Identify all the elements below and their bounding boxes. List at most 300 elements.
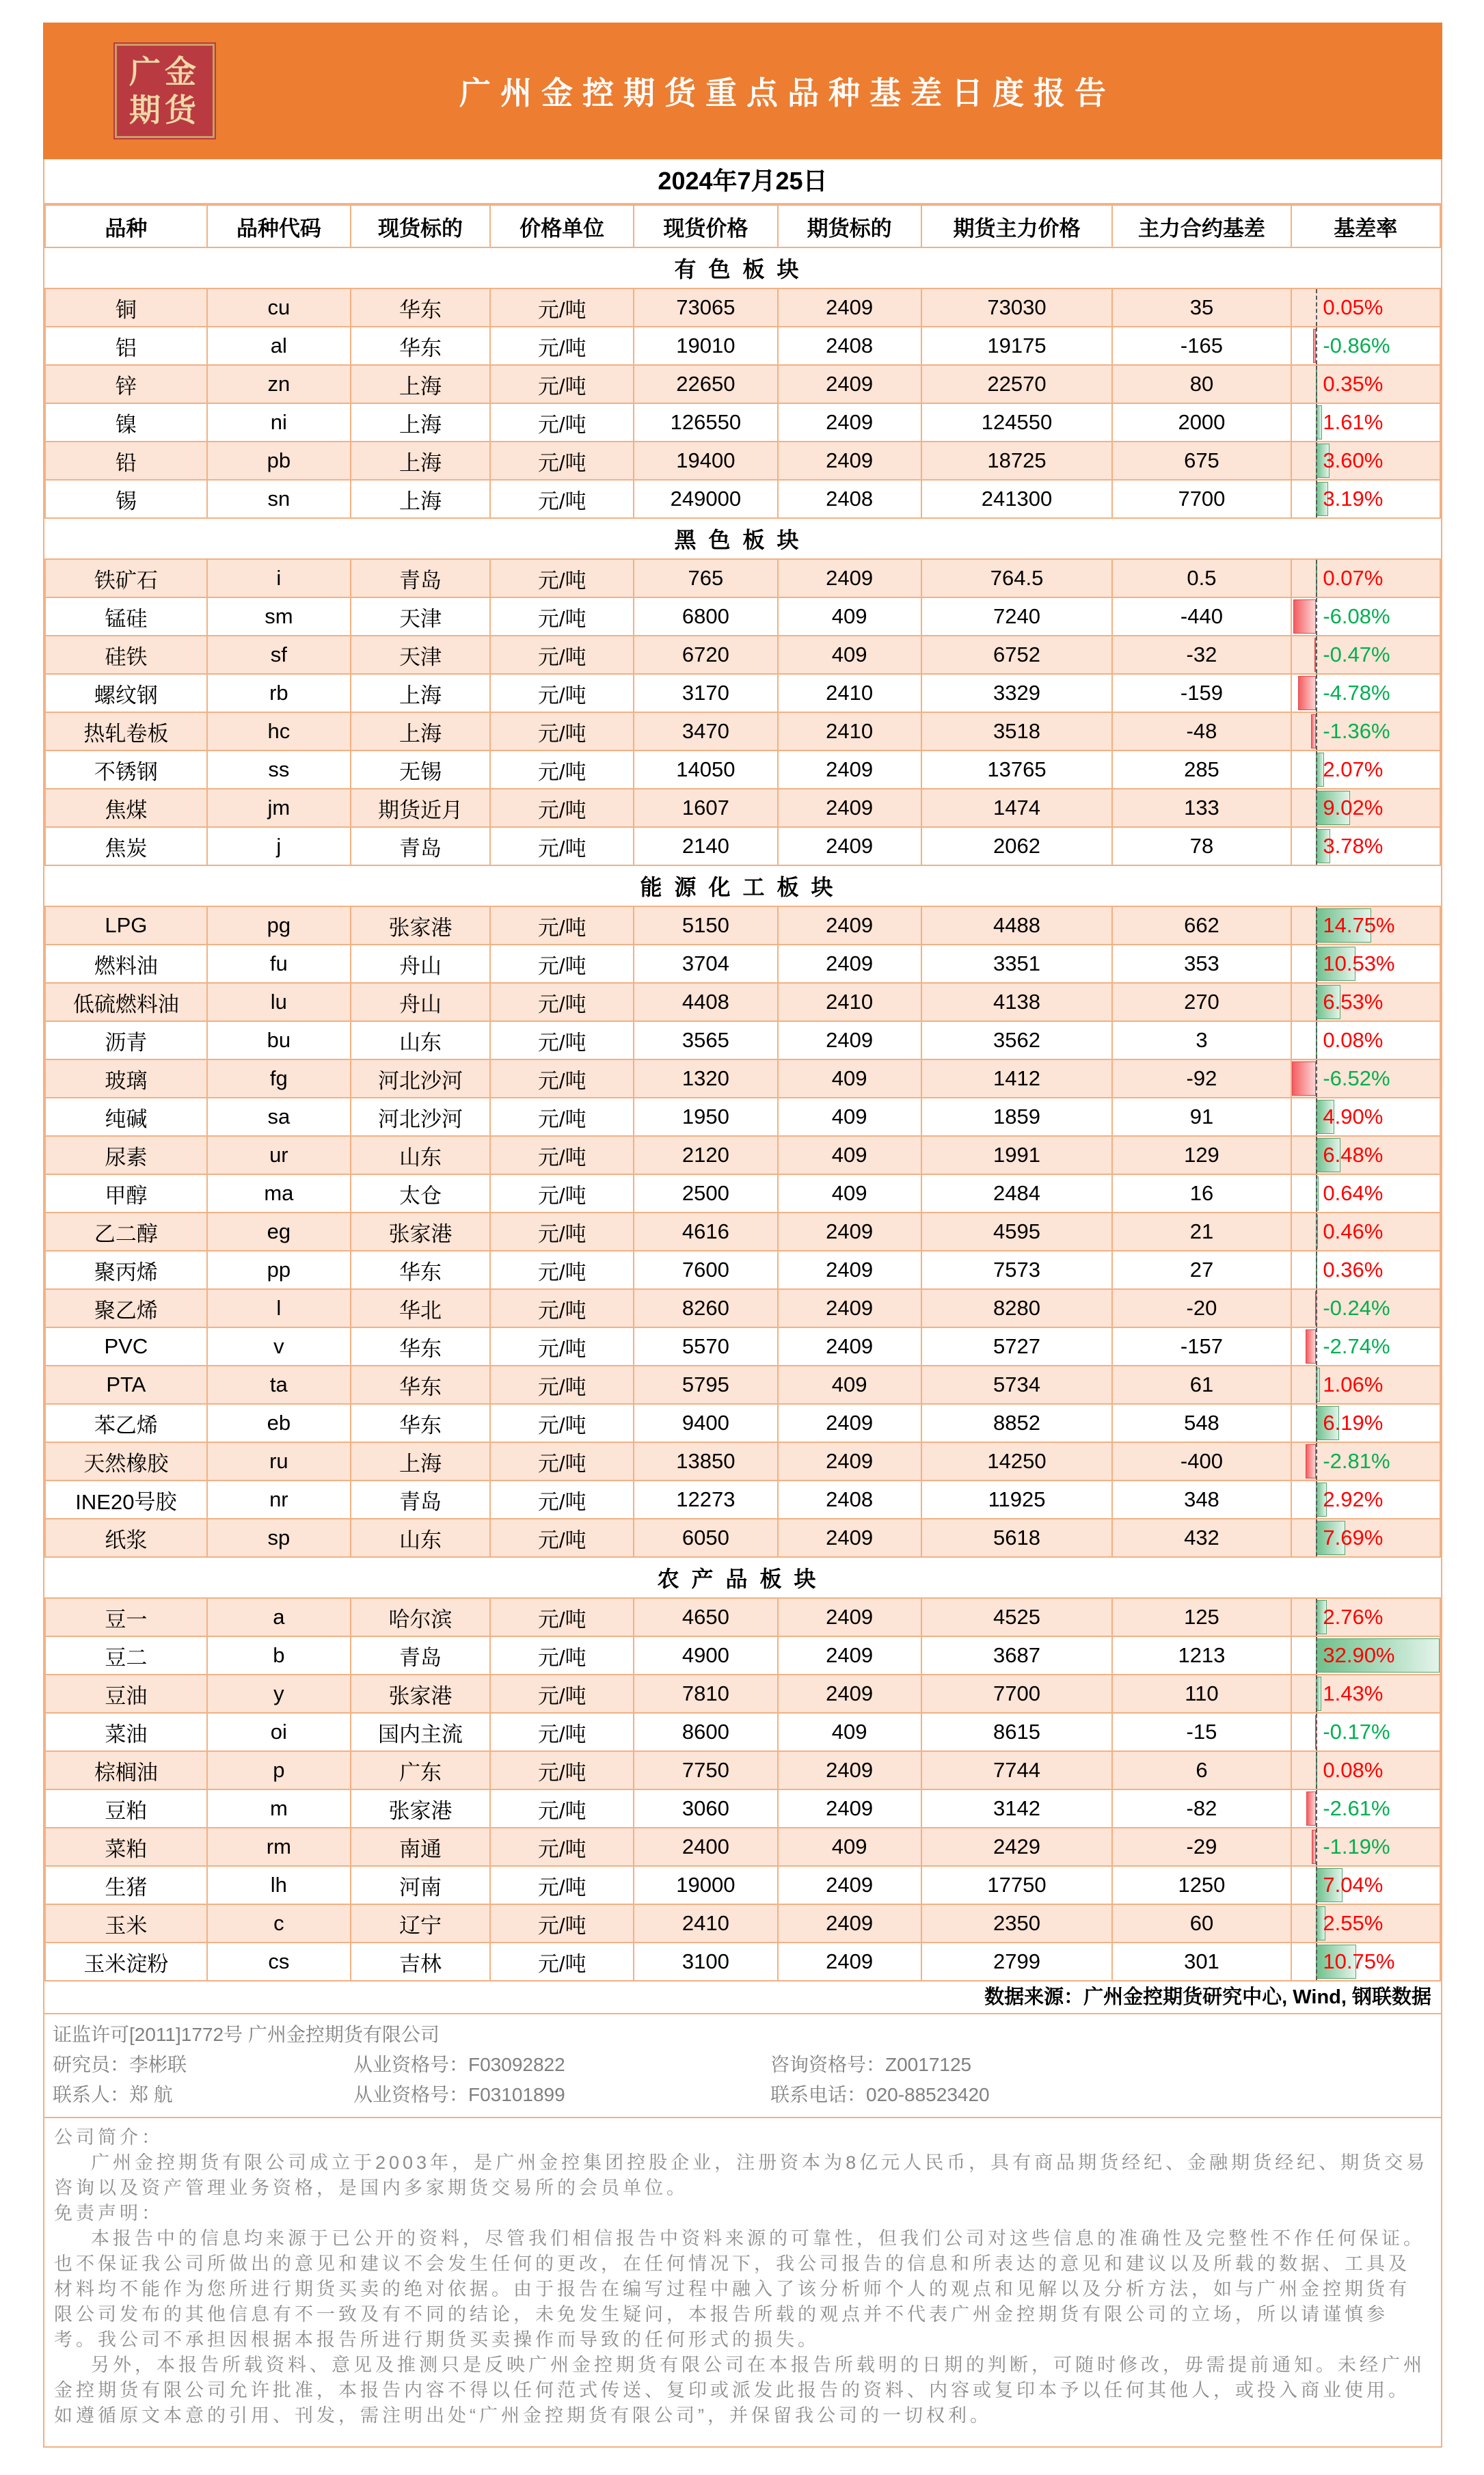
- cell-spot-target: 舟山: [351, 983, 490, 1021]
- cell-futures-main-price: 4488: [921, 906, 1113, 945]
- cell-futures-main-price: 3351: [921, 945, 1113, 983]
- cell-futures-target: 2409: [778, 1442, 921, 1480]
- cell-futures-main-price: 73030: [921, 288, 1113, 327]
- cell-spot-price: 3470: [634, 712, 777, 750]
- cell-variety: 苯乙烯: [45, 1404, 207, 1442]
- cell-code: fg: [207, 1059, 351, 1098]
- cell-spot-price: 1950: [634, 1098, 777, 1136]
- cell-futures-target: 2408: [778, 327, 921, 365]
- cell-spot-target: 青岛: [351, 1480, 490, 1519]
- cell-variety: 铅: [45, 442, 207, 480]
- cell-spot-target: 上海: [351, 674, 490, 712]
- report-title: 广州金控期货重点品种基差日度报告: [459, 75, 1116, 111]
- cell-spot-target: 天津: [351, 597, 490, 636]
- cell-price-unit: 元/吨: [490, 750, 634, 789]
- cell-main-contract-basis: -400: [1112, 1442, 1291, 1480]
- cell-futures-target: 2409: [778, 1675, 921, 1713]
- cell-futures-main-price: 3518: [921, 712, 1113, 750]
- cell-variety: 低硫燃料油: [45, 983, 207, 1021]
- cell-price-unit: 元/吨: [490, 1480, 634, 1519]
- cell-price-unit: 元/吨: [490, 906, 634, 945]
- cell-spot-target: 上海: [351, 1442, 490, 1480]
- column-header: 主力合约基差: [1112, 205, 1291, 247]
- cell-code: nr: [207, 1480, 351, 1519]
- cell-spot-target: 南通: [351, 1828, 490, 1866]
- column-header: 基差率: [1291, 205, 1440, 247]
- cell-main-contract-basis: 110: [1112, 1675, 1291, 1713]
- cell-code: cu: [207, 288, 351, 327]
- cell-price-unit: 元/吨: [490, 1713, 634, 1751]
- cell-futures-main-price: 4138: [921, 983, 1113, 1021]
- cell-basis-rate: [1291, 1480, 1440, 1519]
- cell-main-contract-basis: 133: [1112, 789, 1291, 827]
- cell-basis-rate: [1291, 1442, 1440, 1480]
- cell-main-contract-basis: 662: [1112, 906, 1291, 945]
- cell-spot-price: 3170: [634, 674, 777, 712]
- cell-price-unit: 元/吨: [490, 288, 634, 327]
- consulting-qualification: 咨询资格号：Z0017125: [770, 2054, 972, 2075]
- cell-code: y: [207, 1675, 351, 1713]
- cell-futures-main-price: 6752: [921, 636, 1113, 674]
- cell-code: pb: [207, 442, 351, 480]
- cell-futures-target: 2409: [778, 945, 921, 983]
- cell-main-contract-basis: 21: [1112, 1213, 1291, 1251]
- table-row: [45, 597, 1440, 636]
- cell-spot-price: 9400: [634, 1404, 777, 1442]
- cell-variety: 锌: [45, 365, 207, 403]
- cell-basis-rate: [1291, 1943, 1440, 1981]
- cell-code: oi: [207, 1713, 351, 1751]
- cell-basis-rate: [1291, 1213, 1440, 1251]
- cell-futures-target: 2409: [778, 442, 921, 480]
- cell-basis-rate: [1291, 906, 1440, 945]
- cell-variety: LPG: [45, 906, 207, 945]
- cell-basis-rate: [1291, 1598, 1440, 1636]
- disclaimer-block: [44, 2118, 1441, 2446]
- cell-code: p: [207, 1751, 351, 1789]
- basis-table: [44, 204, 1441, 1982]
- cell-spot-target: 期货近月: [351, 789, 490, 827]
- cell-variety: 聚丙烯: [45, 1251, 207, 1289]
- cell-price-unit: 元/吨: [490, 789, 634, 827]
- cell-spot-price: 5150: [634, 906, 777, 945]
- company-profile-text: 广州金控期货有限公司成立于2003年，是广州金控集团控股企业，注册资本为8亿元人民币，具有商品期货经纪、金融期货经纪、期货交易咨询以及资产管理业务资格，是国内多家期货交易所的会员单位。: [54, 2152, 1429, 2198]
- logo-line-1: 广金: [129, 54, 200, 90]
- cell-spot-price: 19010: [634, 327, 777, 365]
- cell-variety: 天然橡胶: [45, 1442, 207, 1480]
- cell-futures-target: 2409: [778, 827, 921, 865]
- cell-basis-rate: [1291, 1636, 1440, 1675]
- basis-rate-value: 1.06%: [1323, 1372, 1384, 1396]
- cell-main-contract-basis: -15: [1112, 1713, 1291, 1751]
- cell-spot-target: 张家港: [351, 1675, 490, 1713]
- cell-main-contract-basis: 6: [1112, 1751, 1291, 1789]
- cell-price-unit: 元/吨: [490, 1675, 634, 1713]
- cell-basis-rate: [1291, 1021, 1440, 1059]
- cell-spot-target: 上海: [351, 403, 490, 442]
- basis-rate-value: -2.81%: [1323, 1449, 1390, 1473]
- cell-spot-price: 4616: [634, 1213, 777, 1251]
- cell-futures-target: 409: [778, 1366, 921, 1404]
- basis-rate-value: 9.02%: [1323, 796, 1384, 820]
- cell-spot-price: 7810: [634, 1675, 777, 1713]
- contact-person-line: [53, 2080, 1441, 2110]
- cell-price-unit: 元/吨: [490, 1636, 634, 1675]
- cell-main-contract-basis: -29: [1112, 1828, 1291, 1866]
- cell-futures-main-price: 7240: [921, 597, 1113, 636]
- basis-rate-value: 7.69%: [1323, 1526, 1384, 1550]
- basis-rate-value: -0.24%: [1323, 1296, 1390, 1320]
- cell-main-contract-basis: -157: [1112, 1327, 1291, 1366]
- basis-rate-value: -0.86%: [1323, 334, 1390, 357]
- cell-futures-target: 409: [778, 1174, 921, 1213]
- cell-variety: 甲醇: [45, 1174, 207, 1213]
- disclaimer-title: 免责声明：: [54, 2203, 163, 2223]
- data-source: 数据来源：广州金控期货研究中心, Wind, 钢联数据: [44, 1982, 1441, 2014]
- column-header: 期货主力价格: [921, 205, 1113, 247]
- cell-variety: 聚乙烯: [45, 1289, 207, 1327]
- basis-rate-value: 4.90%: [1323, 1105, 1384, 1128]
- cell-futures-main-price: 14250: [921, 1442, 1113, 1480]
- cell-main-contract-basis: 353: [1112, 945, 1291, 983]
- cell-variety: 玉米淀粉: [45, 1943, 207, 1981]
- table-row: [45, 1366, 1440, 1404]
- table-row: [45, 442, 1440, 480]
- cell-futures-target: 2409: [778, 1866, 921, 1904]
- cell-price-unit: 元/吨: [490, 1598, 634, 1636]
- cell-price-unit: 元/吨: [490, 1828, 634, 1866]
- basis-rate-value: 10.75%: [1323, 1949, 1395, 1973]
- cell-futures-main-price: 4525: [921, 1598, 1113, 1636]
- cell-futures-target: 2409: [778, 1519, 921, 1557]
- cell-futures-main-price: 3142: [921, 1789, 1113, 1828]
- cell-spot-target: 山东: [351, 1021, 490, 1059]
- cell-code: l: [207, 1289, 351, 1327]
- cell-futures-main-price: 241300: [921, 480, 1113, 518]
- cell-main-contract-basis: 1213: [1112, 1636, 1291, 1675]
- cell-price-unit: 元/吨: [490, 636, 634, 674]
- table-row: [45, 983, 1440, 1021]
- cell-basis-rate: [1291, 789, 1440, 827]
- cell-variety: 菜油: [45, 1713, 207, 1751]
- cell-main-contract-basis: -92: [1112, 1059, 1291, 1098]
- column-header: 品种代码: [207, 205, 351, 247]
- cell-main-contract-basis: -32: [1112, 636, 1291, 674]
- cell-futures-main-price: 8852: [921, 1404, 1113, 1442]
- cell-code: v: [207, 1327, 351, 1366]
- cell-spot-price: 2500: [634, 1174, 777, 1213]
- cell-variety: 硅铁: [45, 636, 207, 674]
- report-date: 2024年7月25日: [44, 159, 1441, 204]
- cell-price-unit: 元/吨: [490, 1943, 634, 1981]
- cell-basis-rate: [1291, 288, 1440, 327]
- cell-spot-target: 广东: [351, 1751, 490, 1789]
- researcher-line: [53, 2050, 1441, 2080]
- cell-code: j: [207, 827, 351, 865]
- basis-rate-value: 2.76%: [1323, 1605, 1384, 1629]
- cell-spot-price: 14050: [634, 750, 777, 789]
- cell-spot-target: 华东: [351, 1404, 490, 1442]
- contact-phone: 联系电话：020-88523420: [770, 2084, 990, 2105]
- cell-code: m: [207, 1789, 351, 1828]
- table-row: [45, 1442, 1440, 1480]
- cell-futures-target: 2409: [778, 1251, 921, 1289]
- cell-futures-target: 409: [778, 1828, 921, 1866]
- cell-basis-rate: [1291, 1404, 1440, 1442]
- cell-futures-target: 2409: [778, 1636, 921, 1675]
- cell-price-unit: 元/吨: [490, 559, 634, 597]
- table-row: [45, 789, 1440, 827]
- cell-spot-target: 华东: [351, 288, 490, 327]
- cell-main-contract-basis: 675: [1112, 442, 1291, 480]
- cell-code: lu: [207, 983, 351, 1021]
- cell-variety: 热轧卷板: [45, 712, 207, 750]
- cell-variety: 玻璃: [45, 1059, 207, 1098]
- cell-variety: 沥青: [45, 1021, 207, 1059]
- cell-futures-main-price: 7744: [921, 1751, 1113, 1789]
- cell-spot-target: 华东: [351, 1327, 490, 1366]
- cell-futures-target: 2409: [778, 1598, 921, 1636]
- cell-code: c: [207, 1904, 351, 1943]
- cell-futures-target: 2409: [778, 559, 921, 597]
- cell-basis-rate: [1291, 365, 1440, 403]
- basis-rate-value: 3.19%: [1323, 487, 1384, 511]
- table-row: [45, 712, 1440, 750]
- table-row: [45, 1519, 1440, 1557]
- cell-futures-main-price: 2429: [921, 1828, 1113, 1866]
- basis-rate-value: 0.46%: [1323, 1219, 1384, 1243]
- cell-variety: 豆油: [45, 1675, 207, 1713]
- cell-futures-main-price: 1991: [921, 1136, 1113, 1174]
- cell-spot-target: 青岛: [351, 827, 490, 865]
- cell-futures-target: 2409: [778, 1751, 921, 1789]
- basis-rate-value: 6.48%: [1323, 1143, 1384, 1167]
- basis-rate-value: -1.19%: [1323, 1835, 1390, 1858]
- cell-spot-price: 13850: [634, 1442, 777, 1480]
- cell-code: sf: [207, 636, 351, 674]
- basis-rate-value: 3.78%: [1323, 834, 1384, 858]
- cell-price-unit: 元/吨: [490, 1519, 634, 1557]
- cell-main-contract-basis: -48: [1112, 712, 1291, 750]
- cell-futures-main-price: 8280: [921, 1289, 1113, 1327]
- basis-rate-value: -4.78%: [1323, 681, 1390, 705]
- basis-rate-value: 2.55%: [1323, 1911, 1384, 1935]
- table-row: [45, 1751, 1440, 1789]
- table-row: [45, 1636, 1440, 1675]
- cell-futures-target: 2409: [778, 1021, 921, 1059]
- cell-code: i: [207, 559, 351, 597]
- cell-main-contract-basis: 3: [1112, 1021, 1291, 1059]
- cell-main-contract-basis: 91: [1112, 1098, 1291, 1136]
- cell-variety: INE20号胶: [45, 1480, 207, 1519]
- table-row: [45, 1059, 1440, 1098]
- cell-basis-rate: [1291, 1251, 1440, 1289]
- cell-futures-main-price: 8615: [921, 1713, 1113, 1751]
- cell-price-unit: 元/吨: [490, 365, 634, 403]
- cell-futures-main-price: 1412: [921, 1059, 1113, 1098]
- cell-price-unit: 元/吨: [490, 1213, 634, 1251]
- cell-futures-target: 2408: [778, 480, 921, 518]
- cell-code: sn: [207, 480, 351, 518]
- cell-futures-main-price: 3562: [921, 1021, 1113, 1059]
- cell-basis-rate: [1291, 750, 1440, 789]
- table-row: [45, 1713, 1440, 1751]
- table-row: [45, 1213, 1440, 1251]
- table-row: [45, 327, 1440, 365]
- cell-basis-rate: [1291, 1059, 1440, 1098]
- cell-main-contract-basis: -440: [1112, 597, 1291, 636]
- cell-basis-rate: [1291, 1098, 1440, 1136]
- table-row: [45, 559, 1440, 597]
- cell-main-contract-basis: 125: [1112, 1598, 1291, 1636]
- cell-main-contract-basis: 432: [1112, 1519, 1291, 1557]
- cell-spot-price: 1607: [634, 789, 777, 827]
- cell-variety: 镍: [45, 403, 207, 442]
- cell-basis-rate: [1291, 983, 1440, 1021]
- cell-spot-price: 19400: [634, 442, 777, 480]
- cell-spot-price: 1320: [634, 1059, 777, 1098]
- cell-spot-target: 上海: [351, 712, 490, 750]
- cell-price-unit: 元/吨: [490, 712, 634, 750]
- cell-code: sm: [207, 597, 351, 636]
- cell-variety: 锡: [45, 480, 207, 518]
- cell-spot-target: 哈尔滨: [351, 1598, 490, 1636]
- cell-variety: 豆二: [45, 1636, 207, 1675]
- cell-spot-price: 73065: [634, 288, 777, 327]
- cell-basis-rate: [1291, 327, 1440, 365]
- column-header: 品种: [45, 205, 207, 247]
- contact-block: [44, 2014, 1441, 2118]
- cell-code: ur: [207, 1136, 351, 1174]
- cell-basis-rate: [1291, 1675, 1440, 1713]
- cell-spot-target: 华东: [351, 327, 490, 365]
- cell-main-contract-basis: 348: [1112, 1480, 1291, 1519]
- cell-price-unit: 元/吨: [490, 1366, 634, 1404]
- cell-code: ni: [207, 403, 351, 442]
- researcher-qualification: 从业资格号：F03092822: [353, 2054, 565, 2075]
- cell-spot-price: 8260: [634, 1289, 777, 1327]
- basis-rate-value: 2.92%: [1323, 1487, 1384, 1511]
- cell-futures-target: 2409: [778, 1943, 921, 1981]
- cell-basis-rate: [1291, 1136, 1440, 1174]
- cell-price-unit: 元/吨: [490, 945, 634, 983]
- basis-rate-value: 6.19%: [1323, 1411, 1384, 1435]
- cell-price-unit: 元/吨: [490, 983, 634, 1021]
- table-row: [45, 288, 1440, 327]
- cell-main-contract-basis: 285: [1112, 750, 1291, 789]
- cell-price-unit: 元/吨: [490, 1866, 634, 1904]
- cell-price-unit: 元/吨: [490, 1136, 634, 1174]
- cell-code: ta: [207, 1366, 351, 1404]
- cell-basis-rate: [1291, 712, 1440, 750]
- cell-code: pp: [207, 1251, 351, 1289]
- cell-futures-target: 2409: [778, 288, 921, 327]
- cell-futures-main-price: 2350: [921, 1904, 1113, 1943]
- cell-futures-target: 409: [778, 1713, 921, 1751]
- table-row: [45, 1251, 1440, 1289]
- cell-spot-price: 22650: [634, 365, 777, 403]
- cell-basis-rate: [1291, 674, 1440, 712]
- cell-variety: 铝: [45, 327, 207, 365]
- cell-futures-main-price: 22570: [921, 365, 1113, 403]
- table-row: [45, 365, 1440, 403]
- cell-spot-target: 上海: [351, 442, 490, 480]
- cell-variety: 铁矿石: [45, 559, 207, 597]
- table-row: [45, 1480, 1440, 1519]
- cell-futures-target: 409: [778, 636, 921, 674]
- cell-price-unit: 元/吨: [490, 1789, 634, 1828]
- cell-spot-target: 张家港: [351, 906, 490, 945]
- cell-price-unit: 元/吨: [490, 1021, 634, 1059]
- basis-rate-value: 7.04%: [1323, 1873, 1384, 1897]
- cell-price-unit: 元/吨: [490, 674, 634, 712]
- section-header: 农产品板块: [45, 1557, 1440, 1598]
- cell-spot-price: 4900: [634, 1636, 777, 1675]
- table-row: [45, 750, 1440, 789]
- cell-futures-main-price: 18725: [921, 442, 1113, 480]
- cell-variety: 乙二醇: [45, 1213, 207, 1251]
- cell-basis-rate: [1291, 1789, 1440, 1828]
- cell-variety: 菜粕: [45, 1828, 207, 1866]
- cell-code: eg: [207, 1213, 351, 1251]
- license-text: 证监许可[2011]1772号 广州金控期货有限公司: [53, 2024, 440, 2045]
- cell-spot-price: 126550: [634, 403, 777, 442]
- cell-code: ru: [207, 1442, 351, 1480]
- cell-futures-target: 2408: [778, 1480, 921, 1519]
- cell-basis-rate: [1291, 1751, 1440, 1789]
- cell-variety: PVC: [45, 1327, 207, 1366]
- cell-spot-price: 8600: [634, 1713, 777, 1751]
- cell-price-unit: 元/吨: [490, 1904, 634, 1943]
- table-row: [45, 1789, 1440, 1828]
- cell-futures-main-price: 13765: [921, 750, 1113, 789]
- cell-basis-rate: [1291, 1366, 1440, 1404]
- cell-basis-rate: [1291, 403, 1440, 442]
- basis-rate-value: 0.08%: [1323, 1758, 1384, 1782]
- table-row: [45, 1904, 1440, 1943]
- cell-code: lh: [207, 1866, 351, 1904]
- cell-spot-target: 河北沙河: [351, 1059, 490, 1098]
- cell-futures-target: 2409: [778, 1213, 921, 1251]
- cell-futures-main-price: 2484: [921, 1174, 1113, 1213]
- table-header-row: [45, 205, 1440, 247]
- cell-variety: 不锈钢: [45, 750, 207, 789]
- cell-futures-target: 2410: [778, 712, 921, 750]
- basis-rate-value: 0.05%: [1323, 295, 1384, 319]
- cell-price-unit: 元/吨: [490, 1174, 634, 1213]
- cell-spot-target: 山东: [351, 1136, 490, 1174]
- cell-main-contract-basis: 2000: [1112, 403, 1291, 442]
- table-row: [45, 1327, 1440, 1366]
- table-row: [45, 1675, 1440, 1713]
- table-row: [45, 1021, 1440, 1059]
- cell-spot-price: 3060: [634, 1789, 777, 1828]
- cell-futures-target: 2409: [778, 906, 921, 945]
- cell-main-contract-basis: 60: [1112, 1904, 1291, 1943]
- basis-rate-value: -0.17%: [1323, 1720, 1390, 1744]
- cell-variety: 纯碱: [45, 1098, 207, 1136]
- cell-spot-price: 4650: [634, 1598, 777, 1636]
- cell-main-contract-basis: 270: [1112, 983, 1291, 1021]
- section-header: 黑色板块: [45, 518, 1440, 559]
- cell-code: jm: [207, 789, 351, 827]
- cell-spot-target: 天津: [351, 636, 490, 674]
- cell-basis-rate: [1291, 1327, 1440, 1366]
- table-row: [45, 1598, 1440, 1636]
- cell-futures-main-price: 5734: [921, 1366, 1113, 1404]
- cell-futures-target: 2409: [778, 1904, 921, 1943]
- column-header: 期货标的: [778, 205, 921, 247]
